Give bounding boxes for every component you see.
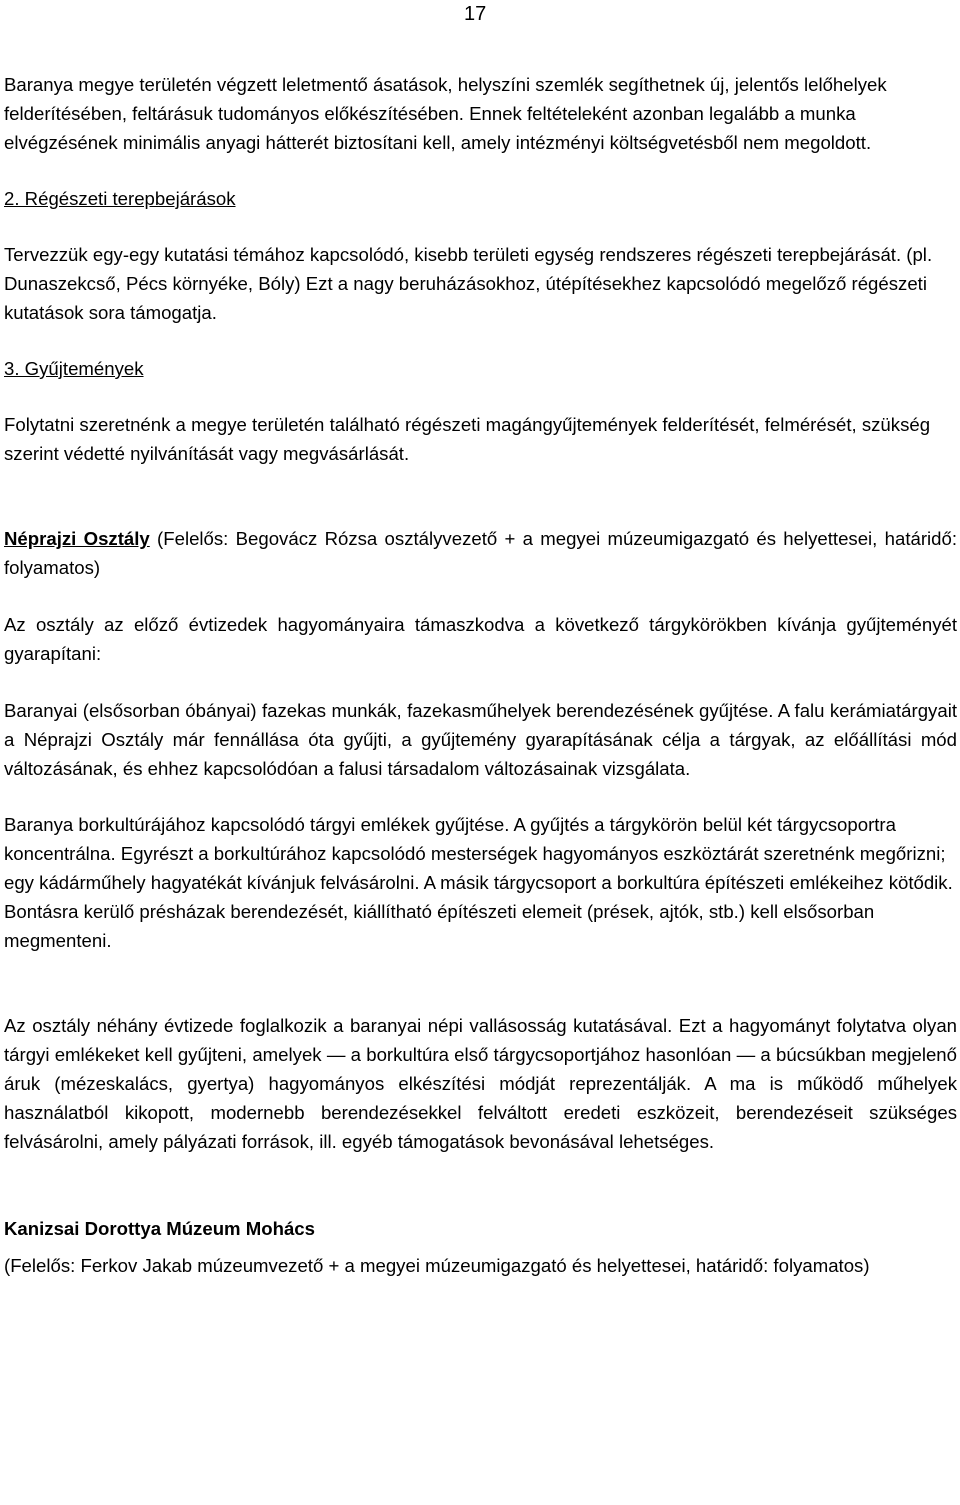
- section-3-heading: [4, 354, 957, 383]
- section-2-heading-text: 2. Régészeti terepbejárások: [4, 188, 236, 209]
- section-2-paragraph: Tervezzük egy-egy kutatási témához kapcsolódó, kisebb területi egység rendszeres régészeti terepbejárását. (pl. Dunaszekcső, Pécs környéke, Bóly) Ezt a nagy beruházásokhoz, útépítésekhez kapcsolódó megelőző régészeti kutatások sora támogatja.: [4, 244, 933, 323]
- neprajzi-title: Néprajzi Osztály: [4, 528, 150, 549]
- section-2-heading: [4, 184, 957, 213]
- mohacs-title: Kanizsai Dorottya Múzeum Mohács: [4, 1218, 315, 1239]
- osztaly-intro-paragraph: Az osztály az előző évtizedek hagyományaira támaszkodva a következő tárgykörökben kívánja gyűjteményét gyarapítani:: [4, 614, 957, 664]
- borkultura-paragraph: Baranya borkultúrájához kapcsolódó tárgyi emlékek gyűjtése. A gyűjtés a tárgykörön belül két tárgycsoportra koncentrálna. Egyrészt a borkultúrához kapcsolódó mesterségek hagyományos eszköztárát szeretnénk megőrizni; egy kádárműhely hagyatékát kívánjuk felvásárolni. A másik tárgycsoport a borkultúra építészeti emlékeihez kötődik. Bontásra kerülő présházak berendezését, kiállítható építészeti elemeit (prések, ajtók, stb.) kell elsősorban megmenteni.: [4, 814, 953, 951]
- mohacs-heading: [4, 1214, 957, 1243]
- fazekas-paragraph: Baranyai (elsősorban óbányai) fazekas munkák, fazekasműhelyek berendezésének gyűjtése. A falu kerámiatárgyait a Néprajzi Osztály már fennállása óta gyűjti, a gyűjtemény gyarapításának célja a tárgyak, az előállítási mód változásának, és ehhez kapcsolódóan a falusi társadalom változásainak vizsgálata.: [4, 700, 957, 779]
- page-number: 17: [464, 3, 487, 25]
- section-3-paragraph: Folytatni szeretnénk a megye területén található régészeti magángyűjtemények felderítését, felmérését, szükség szerint védetté nyilvánítását vagy megvásárlását.: [4, 414, 931, 464]
- mohacs-paragraph: (Felelős: Ferkov Jakab múzeumvezető + a megyei múzeumigazgató és helyettesei, határidő: folyamatos): [4, 1255, 870, 1276]
- vallasossag-paragraph: Az osztály néhány évtizede foglalkozik a baranyai népi vallásosság kutatásával. Ezt a hagyományt folytatva olyan tárgyi emlékeket kell gyűjteni, amelyek — a borkultúra első tárgycsoportjához hasonlóan — a búcsúkban megjelenő áruk (mézeskalács, gyertya) hagyományos elkészítési módját reprezentálják. A ma is működő műhelyek használatból kikopott, modernebb berendezésekkel felváltott eredeti eszközeit, berendezéseit szükséges felvásárolni, amely pályázati források, ill. egyéb támogatások bevonásával lehetséges.: [4, 1015, 957, 1152]
- document-body: [4, 70, 957, 1280]
- neprajzi-paragraph: [4, 524, 957, 582]
- intro-paragraph: Baranya megye területén végzett leletmentő ásatások, helyszíni szemlék segíthetnek új, jelentős lelőhelyek felderítésében, feltárásuk tudományos előkészítésében. Ennek feltételeként azonban legalább a munka elvégzésének minimális anyagi hátterét biztosítani kell, amely intézményi költségvetésből nem megoldott.: [4, 74, 887, 153]
- section-3-heading-text: 3. Gyűjtemények: [4, 358, 144, 379]
- neprajzi-responsible: (Felelős: Begovácz Rózsa osztályvezető + a megyei múzeumigazgató és helyettesei, határidő: folyamatos): [4, 528, 957, 578]
